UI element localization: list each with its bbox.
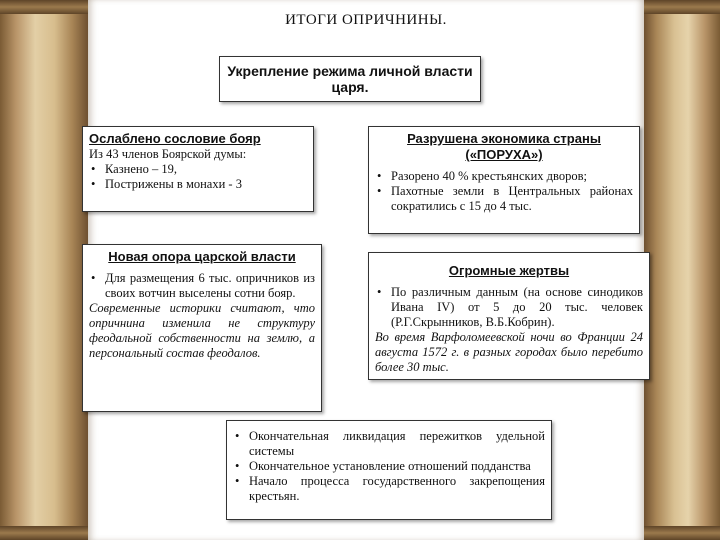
scroll-right-rod	[644, 0, 720, 540]
scroll-left-cap-bottom	[0, 526, 88, 540]
economy-list	[375, 169, 633, 214]
scroll-left-cap-top	[0, 0, 88, 14]
main-box-text: Укрепление режима личной власти царя.	[227, 63, 473, 95]
economy-item-1: • Разорено 40 % крестьянских дворов;	[375, 169, 633, 184]
victims-item: • По различным данным (на основе синодиков Ивана IV) от 5 до 20 тыс. человек (Р.Г.Скрынников, В.Б.Кобрин).	[375, 285, 643, 330]
economy-heading: Разрушена экономика страны («ПОРУХА»)	[407, 131, 601, 162]
results-item-1: • Окончательная ликвидация пережитков удельной системы	[233, 429, 545, 459]
support-box	[82, 244, 322, 412]
victims-quote: Во время Варфоломеевской ночи во Франции 24 августа 1572 г. в разных городах было перебито более 30 тыс.	[375, 330, 643, 374]
parchment-sheet	[88, 0, 644, 540]
victims-list	[375, 285, 643, 330]
boyars-heading: Ослаблено сословие бояр	[89, 131, 261, 146]
scroll-right-cap-top	[644, 0, 720, 14]
boyars-intro: Из 43 членов Боярской думы:	[89, 147, 247, 161]
support-heading: Новая опора царской власти	[108, 249, 296, 264]
results-list	[233, 429, 545, 504]
results-item-2: • Окончательное установление отношений подданства	[233, 459, 545, 474]
support-quote: Современные историки считают, что опричнина изменила не структуру феодальной собственности на землю, а персональный состав феодалов.	[89, 301, 315, 360]
boyars-item-2: • Пострижены в монахи - 3	[89, 177, 307, 192]
support-item: • Для размещения 6 тыс. опричников из своих вотчин выселены сотни бояр.	[89, 271, 315, 301]
results-item-3: • Начало процесса государственного закрепощения крестьян.	[233, 474, 545, 504]
scroll-right-cap-bottom	[644, 526, 720, 540]
results-box	[226, 420, 552, 520]
support-list	[89, 271, 315, 301]
boyars-item-1: • Казнено – 19,	[89, 162, 307, 177]
boyars-list	[89, 162, 307, 192]
victims-box	[368, 252, 650, 380]
economy-box	[368, 126, 640, 234]
main-box	[219, 56, 481, 102]
boyars-box	[82, 126, 314, 212]
victims-heading: Огромные жертвы	[448, 263, 570, 278]
page-title: ИТОГИ ОПРИЧНИНЫ.	[285, 12, 447, 28]
scroll-left-rod	[0, 0, 88, 540]
economy-item-2: • Пахотные земли в Центральных районах сократились с 15 до 4 тыс.	[375, 184, 633, 214]
